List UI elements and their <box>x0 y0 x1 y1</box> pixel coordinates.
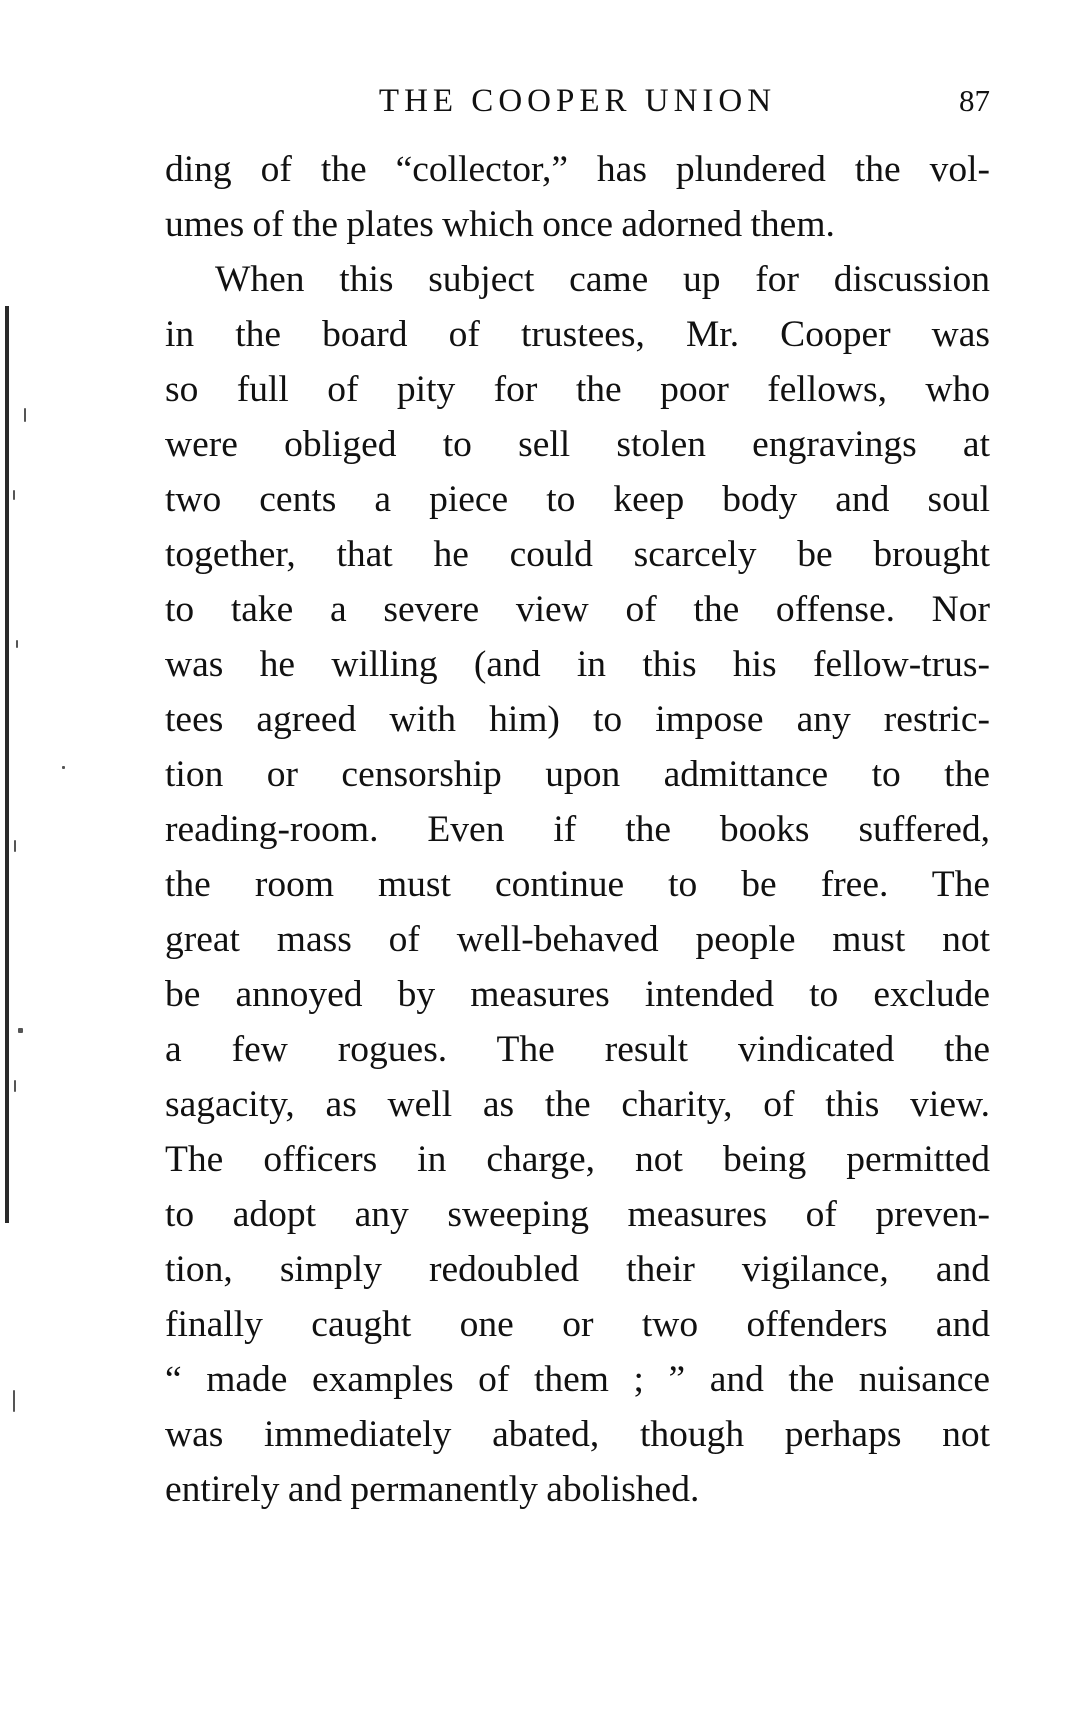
text-line: sagacity, as well as the charity, of this view. <box>165 1084 990 1125</box>
text-line: to adopt any sweeping measures of preven- <box>165 1194 990 1235</box>
text-line: reading-room. Even if the books suffered, <box>165 809 990 850</box>
text-line: tion, simply redoubled their vigilance, and <box>165 1249 990 1290</box>
speck <box>16 640 18 648</box>
speck <box>18 1028 23 1033</box>
text-line: so full of pity for the poor fellows, who <box>165 369 990 410</box>
speck <box>62 766 65 769</box>
running-head <box>165 78 990 124</box>
text-line: great mass of well-behaved people must not <box>165 919 990 960</box>
text-line: was immediately abated, though perhaps not <box>165 1414 990 1455</box>
text-line: together, that he could scarcely be brought <box>165 534 990 575</box>
text-line: umes of the plates which once adorned them. <box>165 204 835 245</box>
text-line: finally caught one or two offenders and <box>165 1304 990 1345</box>
text-line: tees agreed with him) to impose any restric- <box>165 699 990 740</box>
speck <box>13 1390 15 1412</box>
speck <box>13 490 15 500</box>
text-line: to take a severe view of the offense. Nor <box>165 589 990 630</box>
binding-edge-shadow <box>5 306 9 1223</box>
text-line: in the board of trustees, Mr. Cooper was <box>165 314 990 355</box>
binding-specks <box>10 280 38 1420</box>
text-line: were obliged to sell stolen engravings at <box>165 424 990 465</box>
text-line: be annoyed by measures intended to exclude <box>165 974 990 1015</box>
running-title: THE COOPER UNION <box>378 83 777 119</box>
text-line: When this subject came up for discussion <box>215 259 990 300</box>
text-line: was he willing (and in this his fellow-trus- <box>165 644 990 685</box>
body-text <box>165 142 990 1517</box>
text-line: the room must continue to be free. The <box>165 864 990 905</box>
text-line: a few rogues. The result vindicated the <box>165 1029 990 1070</box>
text-line: “ made examples of them ; ” and the nuisance <box>165 1359 990 1400</box>
speck <box>24 408 26 422</box>
text-line: two cents a piece to keep body and soul <box>165 479 990 520</box>
text-line: The officers in charge, not being permitted <box>165 1139 990 1180</box>
page-number: 87 <box>959 83 990 118</box>
speck <box>14 1080 16 1092</box>
text-line: entirely and permanently abolished. <box>165 1469 700 1510</box>
speck <box>14 840 16 852</box>
text-line: tion or censorship upon admittance to the <box>165 754 990 795</box>
text-line: ding of the “collector,” has plundered the vol- <box>165 149 990 190</box>
